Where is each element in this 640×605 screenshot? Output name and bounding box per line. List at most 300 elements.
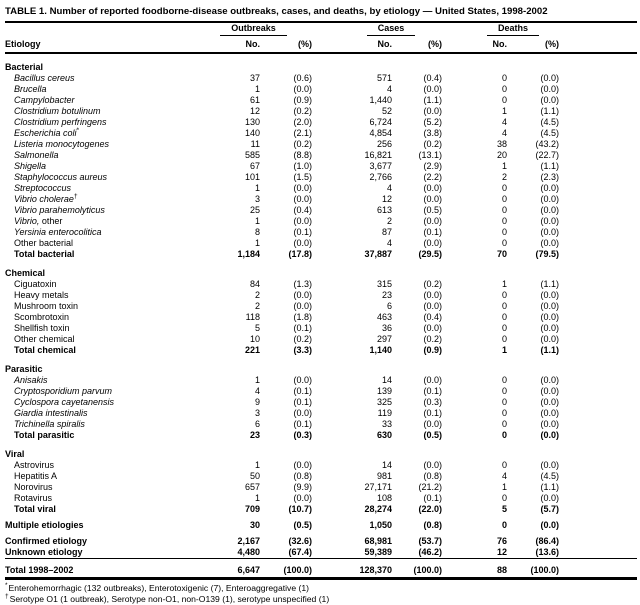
column-gap-cell (442, 375, 467, 386)
column-gap-cell (442, 301, 467, 312)
column-gap-cell (559, 95, 637, 106)
etiology-cell (5, 375, 195, 386)
value-cell: (13.1) (418, 150, 442, 160)
value-cell: 613 (376, 205, 392, 215)
value-cell: 0 (501, 238, 507, 248)
value-cell: 23 (381, 290, 392, 300)
column-gap-cell (559, 547, 637, 559)
value-cell: 33 (381, 419, 392, 429)
etiology-cell (5, 106, 195, 117)
value-cell: 0 (501, 227, 507, 237)
etiology-cell (5, 520, 195, 531)
value-cell: (0.0) (293, 194, 312, 204)
value-cell: (0.0) (540, 290, 560, 300)
value-cell: 1,184 (237, 249, 260, 259)
value-cell: 585 (244, 150, 260, 160)
etiology-cell (5, 194, 195, 205)
value-cell: 61 (249, 95, 260, 105)
section-header-row (5, 356, 637, 375)
value-cell: 14 (381, 375, 392, 385)
value-cell: (0.0) (423, 419, 442, 429)
table-row (5, 227, 637, 238)
column-gap-cell (442, 183, 467, 194)
column-gap-cell (312, 547, 340, 559)
value-cell: (0.2) (293, 139, 312, 149)
column-gap-cell (312, 290, 340, 301)
column-gap-cell (559, 194, 637, 205)
value-cell: 4 (501, 471, 507, 481)
value-cell: 2 (501, 172, 507, 182)
deaths-no-header: No. (467, 36, 507, 53)
etiology-cell (5, 117, 195, 128)
value-cell: (3.3) (293, 345, 312, 355)
table-row (5, 419, 637, 430)
column-gap-cell (312, 194, 340, 205)
value-cell: (0.0) (540, 375, 560, 385)
value-cell: (1.1) (540, 161, 560, 171)
table-header (5, 23, 637, 53)
etiology-label: Staphylococcus aureus (14, 172, 108, 182)
column-gap-cell (442, 172, 467, 183)
value-cell: (0.0) (540, 460, 560, 470)
value-cell: (0.0) (540, 216, 560, 226)
value-cell: 12 (381, 194, 392, 204)
value-cell: (0.1) (423, 386, 442, 396)
column-gap-cell (559, 290, 637, 301)
column-gap-cell (442, 216, 467, 227)
column-gap-cell (312, 430, 340, 441)
column-gap-cell (559, 493, 637, 504)
value-cell: 0 (501, 73, 507, 83)
column-gap-cell (559, 161, 637, 172)
column-gap-cell (442, 150, 467, 161)
value-cell: (0.5) (293, 520, 312, 530)
value-cell: (0.1) (293, 419, 312, 429)
etiology-label: Hepatitis A (14, 471, 58, 481)
value-cell: (100.0) (507, 559, 559, 579)
value-cell: (100.0) (260, 559, 312, 579)
value-cell: 59,389 (364, 547, 392, 557)
column-gap-cell (442, 430, 467, 441)
etiology-label: Norovirus (14, 482, 53, 492)
section-header: Parasitic (5, 364, 43, 374)
value-cell: (0.1) (423, 408, 442, 418)
column-gap-cell (559, 419, 637, 430)
column-gap-cell (312, 73, 340, 84)
value-cell: (8.8) (293, 150, 312, 160)
column-gap-cell (442, 227, 467, 238)
value-cell: 981 (376, 471, 392, 481)
table-row (5, 172, 637, 183)
value-cell: 128,370 (340, 559, 392, 579)
value-cell: 130 (244, 117, 260, 127)
column-gap-cell (312, 301, 340, 312)
etiology-cell (5, 547, 195, 559)
value-cell: (1.1) (540, 279, 560, 289)
value-cell: 1 (254, 183, 260, 193)
value-cell: (1.3) (293, 279, 312, 289)
value-cell: (53.7) (418, 536, 442, 546)
column-gap-cell (442, 493, 467, 504)
value-cell: 5 (501, 504, 507, 514)
table-row (5, 183, 637, 194)
grand-total-row (5, 559, 637, 579)
value-cell: 10 (249, 334, 260, 344)
etiology-cell (5, 84, 195, 95)
value-cell: 25 (249, 205, 260, 215)
etiology-label: Clostridium perfringens (14, 117, 107, 127)
etiology-cell (5, 419, 195, 430)
value-cell: (0.0) (423, 183, 442, 193)
value-cell: 28,274 (364, 504, 392, 514)
value-cell: 0 (501, 183, 507, 193)
col-group-cases (340, 23, 442, 36)
column-gap-cell (559, 117, 637, 128)
column-gap-cell (559, 73, 637, 84)
column-gap-cell (442, 471, 467, 482)
value-cell: 630 (376, 430, 392, 440)
value-cell: (22.7) (535, 150, 560, 160)
value-cell: (1.0) (293, 161, 312, 171)
column-gap-cell (559, 520, 637, 531)
column-gap-cell (559, 312, 637, 323)
etiology-label: Scombrotoxin (14, 312, 70, 322)
value-cell: (0.0) (423, 84, 442, 94)
value-cell: (0.2) (423, 334, 442, 344)
table-row (5, 84, 637, 95)
value-cell: (32.6) (288, 536, 312, 546)
value-cell: (4.5) (540, 128, 560, 138)
etiology-label-suffix: other (39, 216, 63, 226)
column-gap-cell (442, 386, 467, 397)
value-cell: (0.9) (293, 95, 312, 105)
value-cell: 1,140 (369, 345, 392, 355)
col-group-deaths-label: Deaths (487, 23, 539, 36)
summary-row (5, 547, 637, 559)
column-gap-cell (442, 482, 467, 493)
value-cell: (0.0) (540, 408, 560, 418)
value-cell: 30 (249, 520, 260, 530)
etiology-column-header: Etiology (5, 36, 195, 53)
column-gap-cell (312, 95, 340, 106)
table-row (5, 238, 637, 249)
col-group-cases-label: Cases (367, 23, 416, 36)
footnote-asterisk (5, 583, 637, 594)
etiology-label: Other bacterial (14, 238, 74, 248)
section-header-row (5, 53, 637, 73)
footnote-text: Serotype O1 (1 outbreak), Serotype non-O1, non-O139 (1), serotype unspecified (1) (9, 594, 330, 604)
value-cell: (0.0) (540, 205, 560, 215)
table-figure (5, 5, 637, 605)
spacer-cell (559, 23, 637, 36)
value-cell: 6,724 (369, 117, 392, 127)
column-gap-cell (559, 504, 637, 515)
value-cell: (0.6) (293, 73, 312, 83)
etiology-cell (5, 323, 195, 334)
etiology-cell (5, 482, 195, 493)
section-header: Viral (5, 449, 25, 459)
column-gap-cell (442, 117, 467, 128)
value-cell: 297 (376, 334, 392, 344)
footnote-marker: † (5, 593, 9, 601)
column-gap-cell (559, 386, 637, 397)
value-cell: (2.0) (293, 117, 312, 127)
value-cell: (67.4) (288, 547, 312, 557)
value-cell: 463 (376, 312, 392, 322)
etiology-label: Salmonella (14, 150, 59, 160)
column-gap-cell (559, 397, 637, 408)
value-cell: (0.0) (293, 375, 312, 385)
column-gap-cell (559, 172, 637, 183)
etiology-cell (5, 172, 195, 183)
column-gap-cell (559, 183, 637, 194)
value-cell: 4 (386, 84, 392, 94)
value-cell: 1 (501, 482, 507, 492)
value-cell: 3,677 (369, 161, 392, 171)
etiology-label: Brucella (14, 84, 47, 94)
value-cell: 0 (501, 312, 507, 322)
value-cell: (0.0) (423, 194, 442, 204)
column-gap-cell (312, 249, 340, 260)
value-cell: (0.0) (540, 493, 560, 503)
column-gap-cell (559, 460, 637, 471)
value-cell: 0 (501, 194, 507, 204)
value-cell: (0.0) (540, 323, 560, 333)
value-cell: 6 (386, 301, 392, 311)
etiology-cell (5, 95, 195, 106)
value-cell: (0.0) (293, 301, 312, 311)
table-row (5, 386, 637, 397)
value-cell: 3 (254, 408, 260, 418)
value-cell: 221 (244, 345, 260, 355)
column-gap-cell (559, 227, 637, 238)
value-cell: 12 (496, 547, 507, 557)
value-cell: (0.2) (423, 139, 442, 149)
value-cell: 6,647 (195, 559, 260, 579)
etiology-label: Confirmed etiology (5, 536, 88, 546)
value-cell: (0.0) (540, 95, 560, 105)
column-gap-cell (312, 117, 340, 128)
etiology-label: Cryptosporidium parvum (14, 386, 113, 396)
value-cell: (0.0) (540, 430, 560, 440)
table-row (5, 334, 637, 345)
etiology-label: Anisakis (14, 375, 48, 385)
value-cell: 4 (501, 117, 507, 127)
column-gap-cell (312, 227, 340, 238)
column-gap-cell (312, 520, 340, 531)
value-cell: (0.0) (540, 301, 560, 311)
value-cell: (0.4) (423, 73, 442, 83)
value-cell: 0 (501, 290, 507, 300)
column-gap-cell (312, 408, 340, 419)
footnote-dagger (5, 594, 637, 605)
column-gap-cell (559, 559, 637, 579)
etiology-label: Total bacterial (14, 249, 75, 259)
value-cell: (0.2) (293, 106, 312, 116)
value-cell: 16,821 (364, 150, 392, 160)
column-gap-cell (312, 183, 340, 194)
value-cell: 139 (376, 386, 392, 396)
summary-row (5, 520, 637, 531)
value-cell: (0.0) (540, 312, 560, 322)
value-cell: (0.5) (423, 205, 442, 215)
subheader-row (5, 36, 637, 53)
column-gap-cell (559, 128, 637, 139)
value-cell: (1.1) (423, 95, 442, 105)
section-header-row (5, 260, 637, 279)
value-cell: 315 (376, 279, 392, 289)
value-cell: (0.0) (423, 216, 442, 226)
etiology-cell (5, 216, 195, 227)
value-cell: 27,171 (364, 482, 392, 492)
column-gap-cell (312, 559, 340, 579)
column-gap-cell (442, 408, 467, 419)
section-total-row (5, 504, 637, 515)
column-gap-cell (442, 249, 467, 260)
column-gap-cell (559, 84, 637, 95)
value-cell: (79.5) (535, 249, 560, 259)
table-row (5, 312, 637, 323)
table-row (5, 205, 637, 216)
etiology-label: Shigella (14, 161, 47, 171)
value-cell: 38 (496, 139, 507, 149)
value-cell: 709 (244, 504, 260, 514)
column-gap-cell (559, 205, 637, 216)
column-gap-cell (312, 419, 340, 430)
value-cell: 657 (244, 482, 260, 492)
value-cell: (0.1) (293, 227, 312, 237)
value-cell: (0.1) (423, 227, 442, 237)
etiology-label: Escherichia coli (14, 128, 77, 138)
column-gap-cell (559, 279, 637, 290)
section-header-row (5, 441, 637, 460)
deaths-pct-header: (%) (507, 36, 559, 53)
etiology-cell (5, 334, 195, 345)
value-cell: 4,854 (369, 128, 392, 138)
etiology-label: Ciguatoxin (14, 279, 57, 289)
column-gap-cell (442, 238, 467, 249)
value-cell: (0.1) (293, 323, 312, 333)
value-cell: 0 (501, 95, 507, 105)
column-gap-cell (559, 238, 637, 249)
cases-pct-header: (%) (392, 36, 442, 53)
footnote-marker: * (76, 127, 80, 134)
value-cell: 67 (249, 161, 260, 171)
section-total-row (5, 249, 637, 260)
value-cell: (0.0) (540, 520, 560, 530)
column-gap-cell (442, 559, 467, 579)
etiology-label: Listeria monocytogenes (14, 139, 110, 149)
value-cell: (0.9) (423, 345, 442, 355)
value-cell: (43.2) (535, 139, 560, 149)
column-gap-cell (442, 84, 467, 95)
value-cell: (17.8) (288, 249, 312, 259)
value-cell: (0.1) (293, 397, 312, 407)
value-cell: 0 (501, 419, 507, 429)
column-gap-cell (559, 430, 637, 441)
value-cell: 1 (501, 279, 507, 289)
value-cell: (2.3) (540, 172, 560, 182)
table-row (5, 117, 637, 128)
value-cell: 140 (244, 128, 260, 138)
value-cell: 3 (254, 194, 260, 204)
section-total-row (5, 345, 637, 356)
table-title: TABLE 1. Number of reported foodborne-disease outbreaks, cases, and deaths, by etiology — United States, 1998-2002 (5, 5, 637, 23)
etiology-cell (5, 301, 195, 312)
value-cell: 37,887 (364, 249, 392, 259)
column-gap-cell (559, 323, 637, 334)
value-cell: 4,480 (237, 547, 260, 557)
value-cell: 0 (501, 493, 507, 503)
column-gap-cell (312, 128, 340, 139)
etiology-cell (5, 345, 195, 356)
value-cell: (0.0) (423, 323, 442, 333)
value-cell: (0.0) (540, 397, 560, 407)
value-cell: 2 (386, 216, 392, 226)
etiology-cell (5, 238, 195, 249)
etiology-label: Rotavirus (14, 493, 53, 503)
column-gap-cell (442, 279, 467, 290)
column-gap-cell (442, 460, 467, 471)
etiology-cell (5, 536, 195, 547)
value-cell: (29.5) (418, 249, 442, 259)
value-cell: 52 (381, 106, 392, 116)
value-cell: (46.2) (418, 547, 442, 557)
etiology-cell (5, 504, 195, 515)
column-gap-cell (442, 139, 467, 150)
spacer-cell (5, 23, 195, 36)
value-cell: 70 (496, 249, 507, 259)
value-cell: (0.8) (293, 471, 312, 481)
section-header: Chemical (5, 268, 46, 278)
etiology-label: Yersinia enterocolitica (14, 227, 102, 237)
value-cell: 0 (501, 408, 507, 418)
column-gap-cell (442, 128, 467, 139)
footnotes (5, 583, 637, 605)
outbreaks-no-header: No. (195, 36, 260, 53)
value-cell: (0.0) (540, 84, 560, 94)
value-cell: (0.0) (540, 227, 560, 237)
value-cell: (5.7) (540, 504, 560, 514)
value-cell: (0.3) (423, 397, 442, 407)
etiology-cell (5, 139, 195, 150)
column-gap-cell (442, 345, 467, 356)
value-cell: (2.9) (423, 161, 442, 171)
value-cell: (0.0) (540, 73, 560, 83)
value-cell: (0.0) (540, 386, 560, 396)
value-cell: 76 (496, 536, 507, 546)
etiology-label: Multiple etiologies (5, 520, 84, 530)
column-gap-cell (312, 172, 340, 183)
etiology-label: Vibrio parahemolyticus (14, 205, 105, 215)
spacer-cell (442, 23, 467, 36)
column-gap-cell (312, 493, 340, 504)
value-cell: (0.0) (423, 238, 442, 248)
table-row (5, 150, 637, 161)
column-gap-cell (442, 334, 467, 345)
spacer-cell (442, 36, 467, 53)
value-cell: 0 (501, 397, 507, 407)
value-cell: (0.2) (293, 334, 312, 344)
value-cell: (0.4) (293, 205, 312, 215)
value-cell: 87 (381, 227, 392, 237)
footnote-marker: † (73, 193, 78, 200)
column-gap-cell (559, 536, 637, 547)
value-cell: 0 (501, 460, 507, 470)
column-gap-cell (442, 419, 467, 430)
etiology-cell (5, 161, 195, 172)
value-cell: (0.0) (540, 334, 560, 344)
